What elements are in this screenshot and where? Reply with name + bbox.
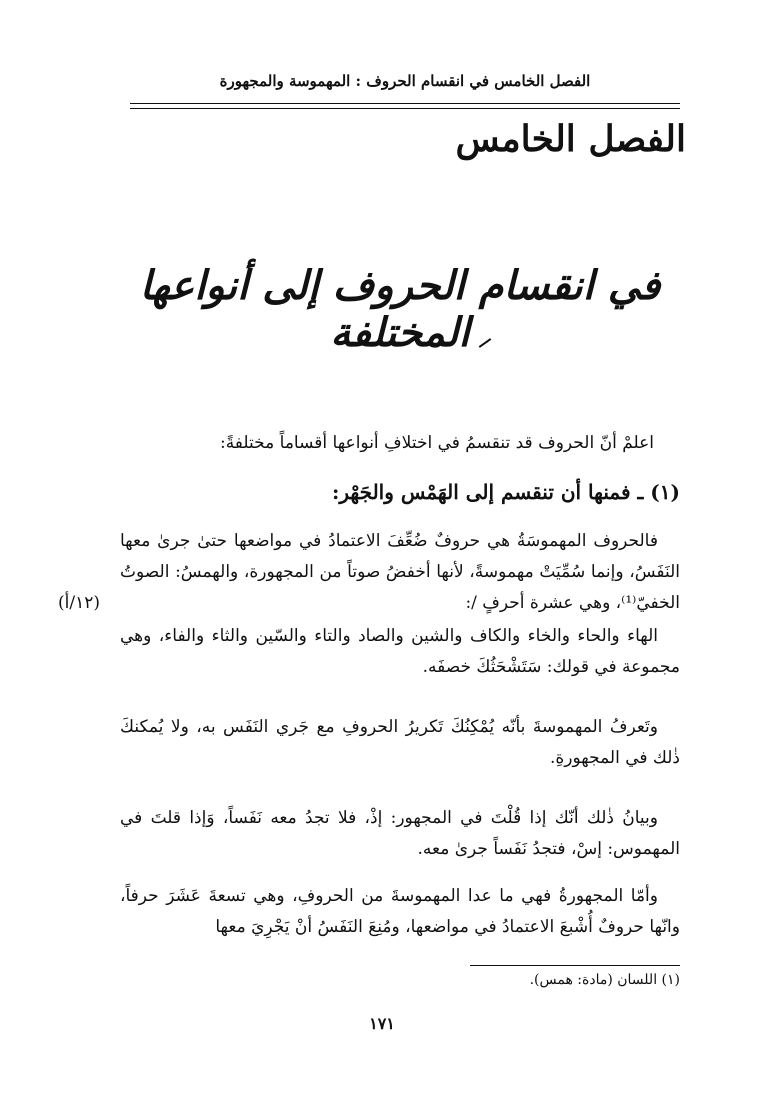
footnote-rule [470, 965, 680, 966]
section-title: في انقسام الحروف إلى أنواعها المختلفة [139, 262, 661, 356]
page-number: ١٧١ [369, 1014, 395, 1033]
paragraph-1: فالحروف المهموسَةُ هي حروفٌ ضُعِّفَ الاعتمادُ في مواضعها حتىٰ جرىٰ معها النَفَسُ، وإنما سُمِّيَتْ مهموسةً، لأنها أخفضُ صوتاً من المجهورة، والهمسُ: الصوتُ الخفيّ⁽¹⁾، وهي عشرة أحرفٍ /: [120, 531, 680, 613]
footnote: (١) اللسان (مادة: همس). [529, 972, 680, 988]
paragraph-3: وتَعرفُ المهموسةَ بأنّه يُمْكِنُكَ تَكريرُ الحروفِ مع جَري النَفَس به، ولا يُمكنكَ ذٰلك في المجهورةِ. [120, 717, 680, 768]
paragraph-2: الهاء والحاء والخاء والكاف والشين والصاد والتاء والسّين والثاء والفاء، وهي مجموعة في قولك: سَتَشْحَثُكَ خصفَه. [120, 626, 680, 677]
margin-folio-note: (١٢/أ) [58, 593, 100, 613]
running-header: الفصل الخامس في انقسام الحروف : المهموسة والمجهورة [219, 72, 591, 90]
paragraph-4: وبيانُ ذٰلك أنّك إذا قُلْتَ في المجهور: إذْ، فلا تجدُ معه نَفَساً، وَإذا قلتَ في المهموس: إسْ، فتجدُ نَفَساً جرىٰ معه. [120, 808, 680, 859]
subsection-heading: (١) ـ فمنها أن تنقسم إلى الهَمْس والجَهْر: [332, 480, 680, 504]
paragraph-5: وأمّا المجهورةُ فهي ما عدا المهموسةَ من الحروفِ، وهي تسعةَ عَشَرَ حرفاً، وانّها حروفٌ أُشْبعَ الاعتمادُ في مواضعها، ومُنِعَ النَفَسُ أنْ يَجْرِيَ معها [120, 886, 680, 937]
header-rule [130, 103, 680, 109]
chapter-title: الفصل الخامس [455, 118, 686, 160]
intro-paragraph: اعلمْ أنّ الحروف قد تنقسمُ في اختلافِ أنواعها أقساماً مختلفةً: [219, 433, 654, 453]
